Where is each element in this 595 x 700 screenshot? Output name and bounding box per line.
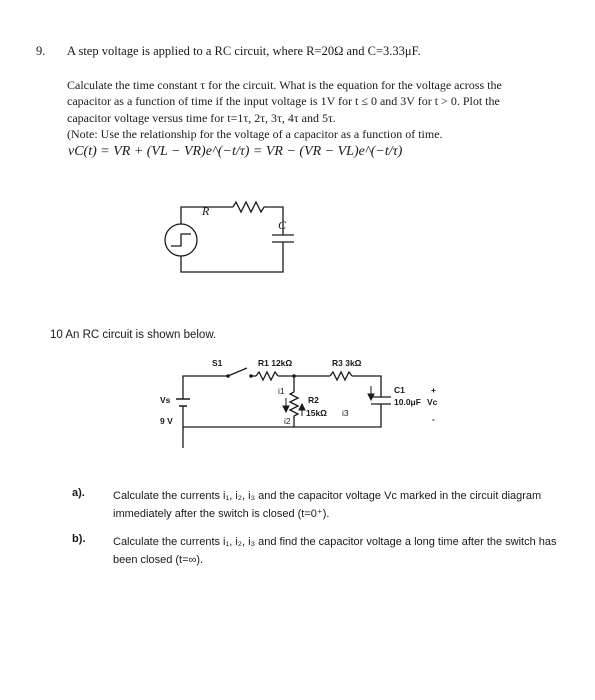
q9-line-1: Calculate the time constant τ for the circuit. What is the equation for the voltage across the	[67, 78, 502, 92]
arrow-head-i1	[283, 406, 289, 412]
r2-label: R2	[308, 395, 319, 405]
part-a-label: a).	[72, 487, 85, 499]
q10-wire-left-top	[183, 376, 228, 399]
part-b-text: Calculate the currents i₁, i₂, i₃ and find the capacitor voltage a long time after the switch has been closed (t=∞).	[113, 536, 557, 566]
switch-s1	[228, 368, 247, 376]
q9-line-2: capacitor as a function of time if the input voltage is 1V for t ≤ 0 and 3V for t > 0. Plot the	[67, 94, 500, 109]
i2-label: i2	[284, 416, 291, 426]
vs-value: 9 V	[160, 416, 173, 426]
q9-r-label: R	[202, 204, 210, 218]
r1-label: R1 12kΩ	[258, 358, 293, 368]
arrow-head-i2	[299, 404, 305, 410]
switch-contact-left	[226, 374, 230, 378]
q10-wire-r3-c1	[352, 376, 381, 397]
resistor-r2	[290, 392, 298, 427]
i3-label: i3	[342, 408, 349, 418]
resistor-r3	[330, 372, 352, 380]
i1-label: i1	[278, 386, 285, 396]
vs-label: Vs	[160, 395, 171, 405]
step-waveform-icon	[171, 234, 191, 246]
s1-label: S1	[212, 358, 223, 368]
capacitor-c1	[371, 397, 391, 404]
junction-dot	[292, 374, 296, 378]
q9-title: A step voltage is applied to a RC circuit, where R=20Ω and C=3.33μF.	[67, 44, 421, 58]
q9-c-label: C	[278, 218, 287, 232]
r3-label: R3 3kΩ	[332, 358, 362, 368]
part-b-label: b).	[72, 533, 86, 545]
q9-capacitor	[272, 235, 294, 242]
q9-line-3: capacitor voltage versus time for t=1τ, 2τ, 3τ, 4τ and 5τ.	[67, 110, 336, 125]
q10-wire-bottom	[183, 404, 381, 427]
q10-title: 10 An RC circuit is shown below.	[50, 329, 217, 341]
q9-line-4: (Note: Use the relationship for the voltage of a capacitor as a function of time.	[67, 126, 443, 141]
battery-vs	[176, 399, 190, 406]
vc-minus: -	[432, 414, 435, 424]
resistor-r1	[256, 372, 278, 380]
q9-number: 9.	[36, 44, 46, 58]
vc-label: Vc	[427, 397, 438, 407]
r2-value: 15kΩ	[306, 408, 327, 418]
vc-plus: +	[431, 385, 436, 395]
c1-value: 10.0μF	[394, 397, 421, 407]
c1-label: C1	[394, 385, 405, 395]
switch-contact-right	[249, 374, 253, 378]
capacitor-voltage-equation: vC(t) = VR + (VL − VR)e^(−t/τ) = VR − (VR − VL)e^(−t/τ)	[68, 144, 403, 159]
part-a-text: Calculate the currents i₁, i₂, i₃ and the capacitor voltage Vc marked in the circuit diagram immediately after the switch is closed (t=0⁺).	[113, 490, 542, 520]
q9-resistor	[233, 202, 264, 212]
